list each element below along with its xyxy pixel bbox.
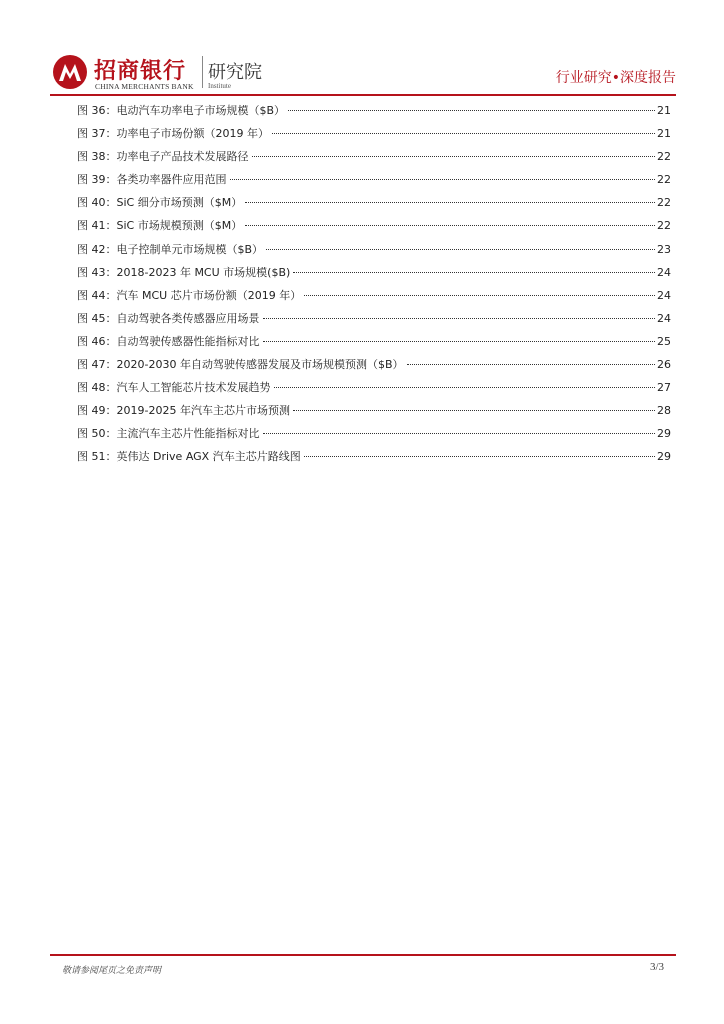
toc-entry[interactable] xyxy=(77,264,671,287)
toc-entry[interactable] xyxy=(77,448,671,471)
header-rule xyxy=(50,94,676,96)
toc-entry-label: 图 48：汽车人工智能芯片技术发展趋势 xyxy=(77,381,271,395)
toc-entry-label: 图 39：各类功率器件应用范围 xyxy=(77,173,227,187)
toc-entry-label: 图 41：SiC 市场规模预测（$M） xyxy=(77,219,243,233)
toc-entry-label: 图 36：电动汽车功率电子市场规模（$B） xyxy=(77,104,286,117)
bank-name-en: CHINA MERCHANTS BANK xyxy=(95,82,194,91)
toc-entry-page: 22 xyxy=(657,150,671,164)
bank-name-cn: 招商银行 xyxy=(94,58,187,84)
dot-leader xyxy=(252,156,656,157)
dot-leader xyxy=(304,295,655,296)
toc-entry[interactable] xyxy=(77,425,671,448)
toc-entry-label: 图 49：2019-2025 年汽车主芯片市场预测 xyxy=(77,404,290,418)
toc-entry-label: 图 45：自动驾驶各类传感器应用场景 xyxy=(77,311,260,325)
toc-entry-page: 25 xyxy=(657,334,671,348)
toc-entry-page: 22 xyxy=(657,173,671,187)
toc-entry-label: 图 44：汽车 MCU 芯片市场份额（2019 年） xyxy=(77,288,302,302)
dot-leader xyxy=(245,202,655,203)
dot-leader xyxy=(274,387,656,388)
figure-list xyxy=(77,102,671,472)
toc-entry-page: 26 xyxy=(657,358,671,372)
page-number: 3/3 xyxy=(649,961,664,973)
institute-name-cn: 研究院 xyxy=(208,62,262,83)
footer-rule xyxy=(50,954,676,956)
dot-leader xyxy=(266,249,655,250)
toc-entry-page: 22 xyxy=(657,219,671,233)
toc-entry[interactable] xyxy=(77,287,671,310)
toc-entry-label: 图 38：功率电子产品技术发展路径 xyxy=(77,150,249,164)
toc-entry[interactable] xyxy=(77,310,671,333)
toc-entry[interactable] xyxy=(77,333,671,356)
toc-entry[interactable] xyxy=(77,402,671,425)
dot-leader xyxy=(293,272,655,273)
toc-entry-label: 图 50：主流汽车主芯片性能指标对比 xyxy=(77,427,260,441)
toc-entry[interactable] xyxy=(77,241,671,264)
toc-entry-page: 23 xyxy=(657,242,671,256)
dot-leader xyxy=(263,318,656,319)
toc-entry-page: 24 xyxy=(657,311,671,325)
toc-entry[interactable] xyxy=(77,171,671,194)
toc-entry[interactable] xyxy=(77,356,671,379)
toc-entry-label: 图 43：2018-2023 年 MCU 市场规模($B) xyxy=(77,265,291,279)
report-type: 行业研究•深度报告 xyxy=(555,70,676,86)
toc-entry[interactable] xyxy=(77,148,671,171)
toc-entry[interactable] xyxy=(77,102,671,125)
dot-leader xyxy=(407,364,656,365)
toc-entry-page: 29 xyxy=(657,450,671,464)
dot-leader xyxy=(245,225,655,226)
dot-leader xyxy=(304,456,655,457)
dot-leader xyxy=(293,410,655,411)
toc-entry-page: 27 xyxy=(657,381,671,395)
page-header xyxy=(50,50,676,96)
toc-entry-page: 21 xyxy=(657,104,671,117)
toc-entry-page: 24 xyxy=(657,265,671,279)
toc-entry-label: 图 51：英伟达 Drive AGX 汽车主芯片路线图 xyxy=(77,450,301,464)
disclaimer-note: 敬请参阅尾页之免责声明 xyxy=(62,966,162,976)
toc-entry[interactable] xyxy=(77,217,671,240)
institute-name-en: Institute xyxy=(208,82,231,90)
toc-entry-label: 图 40：SiC 细分市场预测（$M） xyxy=(77,196,243,210)
toc-entry-page: 21 xyxy=(657,127,671,141)
toc-entry-label: 图 37：功率电子市场份额（2019 年） xyxy=(77,127,269,141)
toc-entry[interactable] xyxy=(77,379,671,402)
toc-entry-page: 29 xyxy=(657,427,671,441)
dot-leader xyxy=(230,179,656,180)
dot-leader xyxy=(272,133,655,134)
toc-entry-label: 图 46：自动驾驶传感器性能指标对比 xyxy=(77,334,260,348)
toc-entry-page: 28 xyxy=(657,404,671,418)
toc-entry-page: 24 xyxy=(657,288,671,302)
toc-entry-label: 图 42：电子控制单元市场规模（$B） xyxy=(77,242,264,256)
toc-entry-page: 22 xyxy=(657,196,671,210)
dot-leader xyxy=(288,110,655,111)
logo-divider xyxy=(202,56,203,88)
toc-entry[interactable] xyxy=(77,194,671,217)
toc-entry-label: 图 47：2020-2030 年自动驾驶传感器发展及市场规模预测（$B） xyxy=(77,358,404,372)
toc-entry[interactable] xyxy=(77,125,671,148)
dot-leader xyxy=(263,433,656,434)
dot-leader xyxy=(263,341,656,342)
bank-logo-icon xyxy=(52,54,88,90)
